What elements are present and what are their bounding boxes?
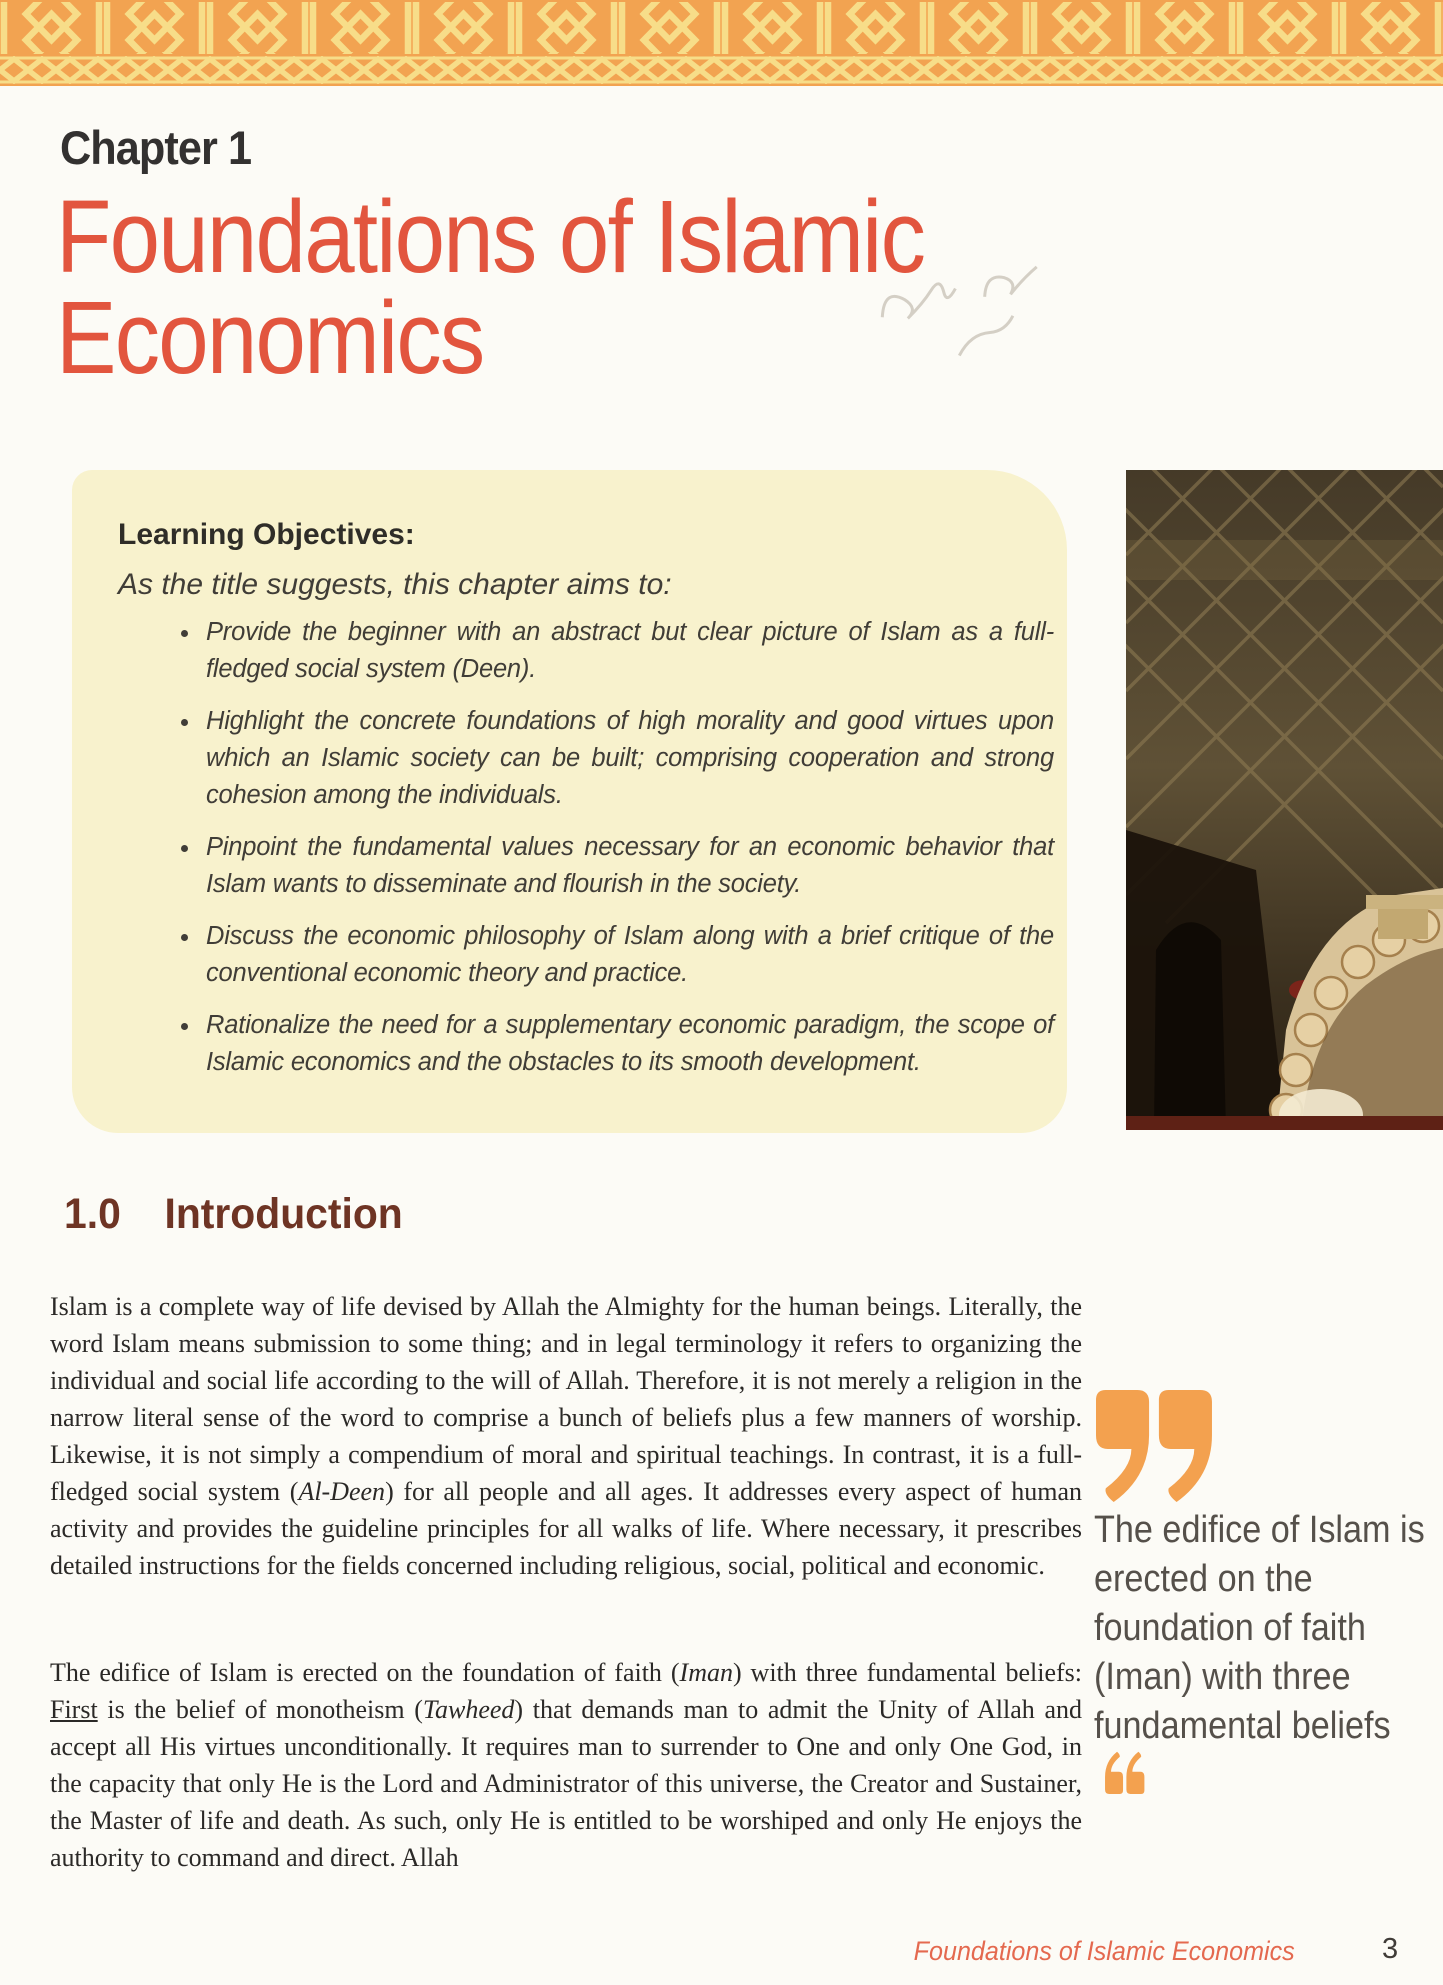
objective-item: • Discuss the economic philosophy of Islam along with a brief critique of the conventional economic theory and practice. — [202, 918, 1054, 992]
chapter-label: Chapter 1 — [60, 121, 252, 174]
ornamental-border — [0, 0, 1443, 86]
chapter-photo — [1126, 470, 1443, 1130]
section-number: 1.0 — [64, 1190, 121, 1238]
pull-quote-text: The edifice of Islam is erected on the foundation of faith (Iman) with three fundamental beliefs — [1094, 1509, 1425, 1747]
open-quote-icon — [1094, 1390, 1212, 1504]
close-quote-icon — [1105, 1751, 1146, 1794]
objective-item: • Rationalize the need for a supplementary economic paradigm, the scope of Islamic economics and the obstacles to its smooth development. — [202, 1007, 1054, 1081]
objective-item: • Highlight the concrete foundations of high morality and good virtues upon which an Islamic society can be built; comprising cooperation and strong cohesion among the individuals. — [202, 703, 1054, 814]
running-footer-title: Foundations of Islamic Economics — [913, 1936, 1295, 1966]
photo-caption-strip — [1126, 1116, 1443, 1130]
learning-objectives-intro: As the title suggests, this chapter aims to: — [118, 568, 672, 601]
body-paragraph: The edifice of Islam is erected on the foundation of faith (Iman) with three fundamental beliefs: First is the belief of monotheism (Tawheed) that demands man to admit the Unity of Allah and accept all His virtues unconditionally. It requires man to surrender to One and only One God, in the capacity that only He is the Lord and Administrator of this universe, the Creator and Sustainer, the Master of life and death. As such, only He is entitled to be worshiped and only He enjoys the authority to command and direct. Allah — [50, 1658, 1082, 1872]
chapter-title: Foundations of Islamic Economics — [56, 179, 925, 395]
pull-quote — [1094, 1506, 1439, 1803]
section-title: Introduction — [164, 1190, 403, 1238]
page-number: 3 — [1382, 1933, 1399, 1965]
learning-objectives-list — [172, 614, 1054, 1096]
section-heading — [64, 1190, 403, 1239]
body-paragraph: Islam is a complete way of life devised by Allah the Almighty for the human beings. Literally, the word Islam means submission to some thing; and in legal terminology it refers to organizing the individual and social life according to the will of Allah. Therefore, it is not merely a religion in the narrow literal sense of the word to comprise a bunch of beliefs plus a few manners of worship. Likewise, it is not simply a compendium of moral and spiritual teachings. In contrast, it is a full-fledged social system (Al-Deen) for all people and all ages. It addresses every aspect of human activity and provides the guideline principles for all walks of life. Where necessary, it prescribes detailed instructions for the fields concerned including religious, social, political and economic. — [50, 1292, 1082, 1580]
objective-item: • Pinpoint the fundamental values necessary for an economic behavior that Islam wants to disseminate and flourish in the society. — [202, 829, 1054, 903]
learning-objectives-heading: Learning Objectives: — [118, 518, 415, 551]
objective-item: • Provide the beginner with an abstract but clear picture of Islam as a full-fledged social system (Deen). — [202, 614, 1054, 688]
